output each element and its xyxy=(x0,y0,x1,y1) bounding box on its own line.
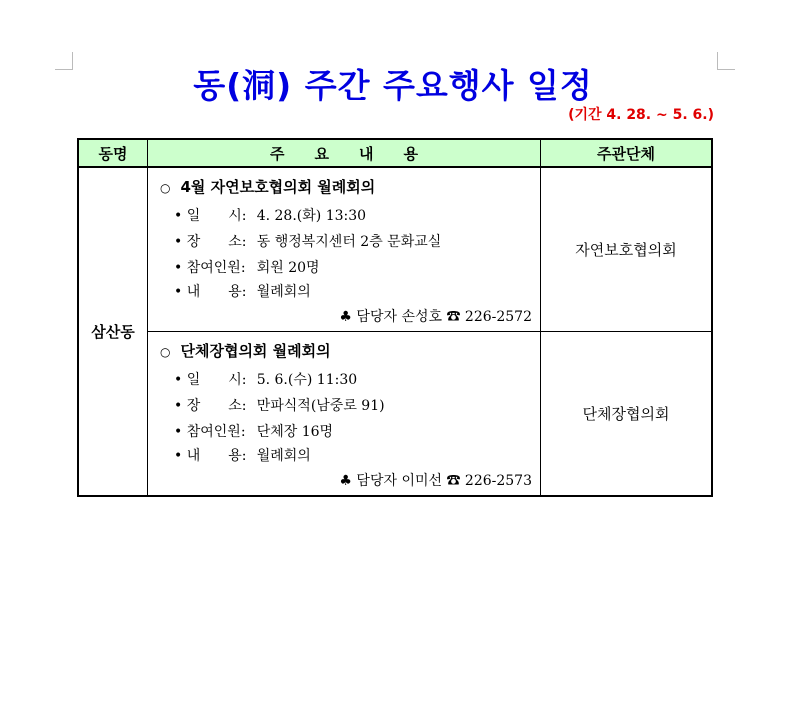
organizer-cell: 자연보호협의회 xyxy=(541,167,713,332)
organizer-cell: 단체장협의회 xyxy=(541,332,713,497)
detail-line: • 일 시: 4. 28.(화) 13:30 xyxy=(174,208,367,224)
contact: ♣ 담당자 이미선 ☎ 226-2573 xyxy=(339,473,532,489)
detail-line: • 참여인원: 단체장 16명 xyxy=(174,424,334,440)
dong-cell: 삼산동 xyxy=(78,167,148,496)
contact: ♣ 담당자 손성호 ☎ 226-2572 xyxy=(339,309,532,325)
table-header-row xyxy=(78,139,712,167)
detail-line: • 내 용: 월례회의 xyxy=(174,448,311,464)
event-cell xyxy=(148,332,541,497)
header-dong: 동명 xyxy=(78,139,148,167)
header-organizer: 주관단체 xyxy=(541,139,713,167)
detail-line: • 장 소: 만파식적(남중로 91) xyxy=(174,398,385,414)
event-title: ○ 4월 자연보호협의회 월례회의 xyxy=(160,178,376,196)
detail-line: • 참여인원: 회원 20명 xyxy=(174,260,320,276)
page-title: 동(洞) 주간 주요행사 일정 xyxy=(193,66,593,105)
period: (기간 4. 28. ~ 5. 6.) xyxy=(568,107,714,123)
event-cell xyxy=(148,167,541,332)
table-row xyxy=(78,332,712,497)
schedule-table xyxy=(77,138,713,497)
event-title: ○ 단체장협의회 월례회의 xyxy=(160,342,331,360)
detail-line: • 내 용: 월례회의 xyxy=(174,284,311,300)
detail-line: • 일 시: 5. 6.(수) 11:30 xyxy=(174,372,358,388)
detail-line: • 장 소: 동 행정복지센터 2층 문화교실 xyxy=(174,234,442,250)
table-row xyxy=(78,167,712,332)
header-content: 주 요 내 용 xyxy=(148,139,541,167)
